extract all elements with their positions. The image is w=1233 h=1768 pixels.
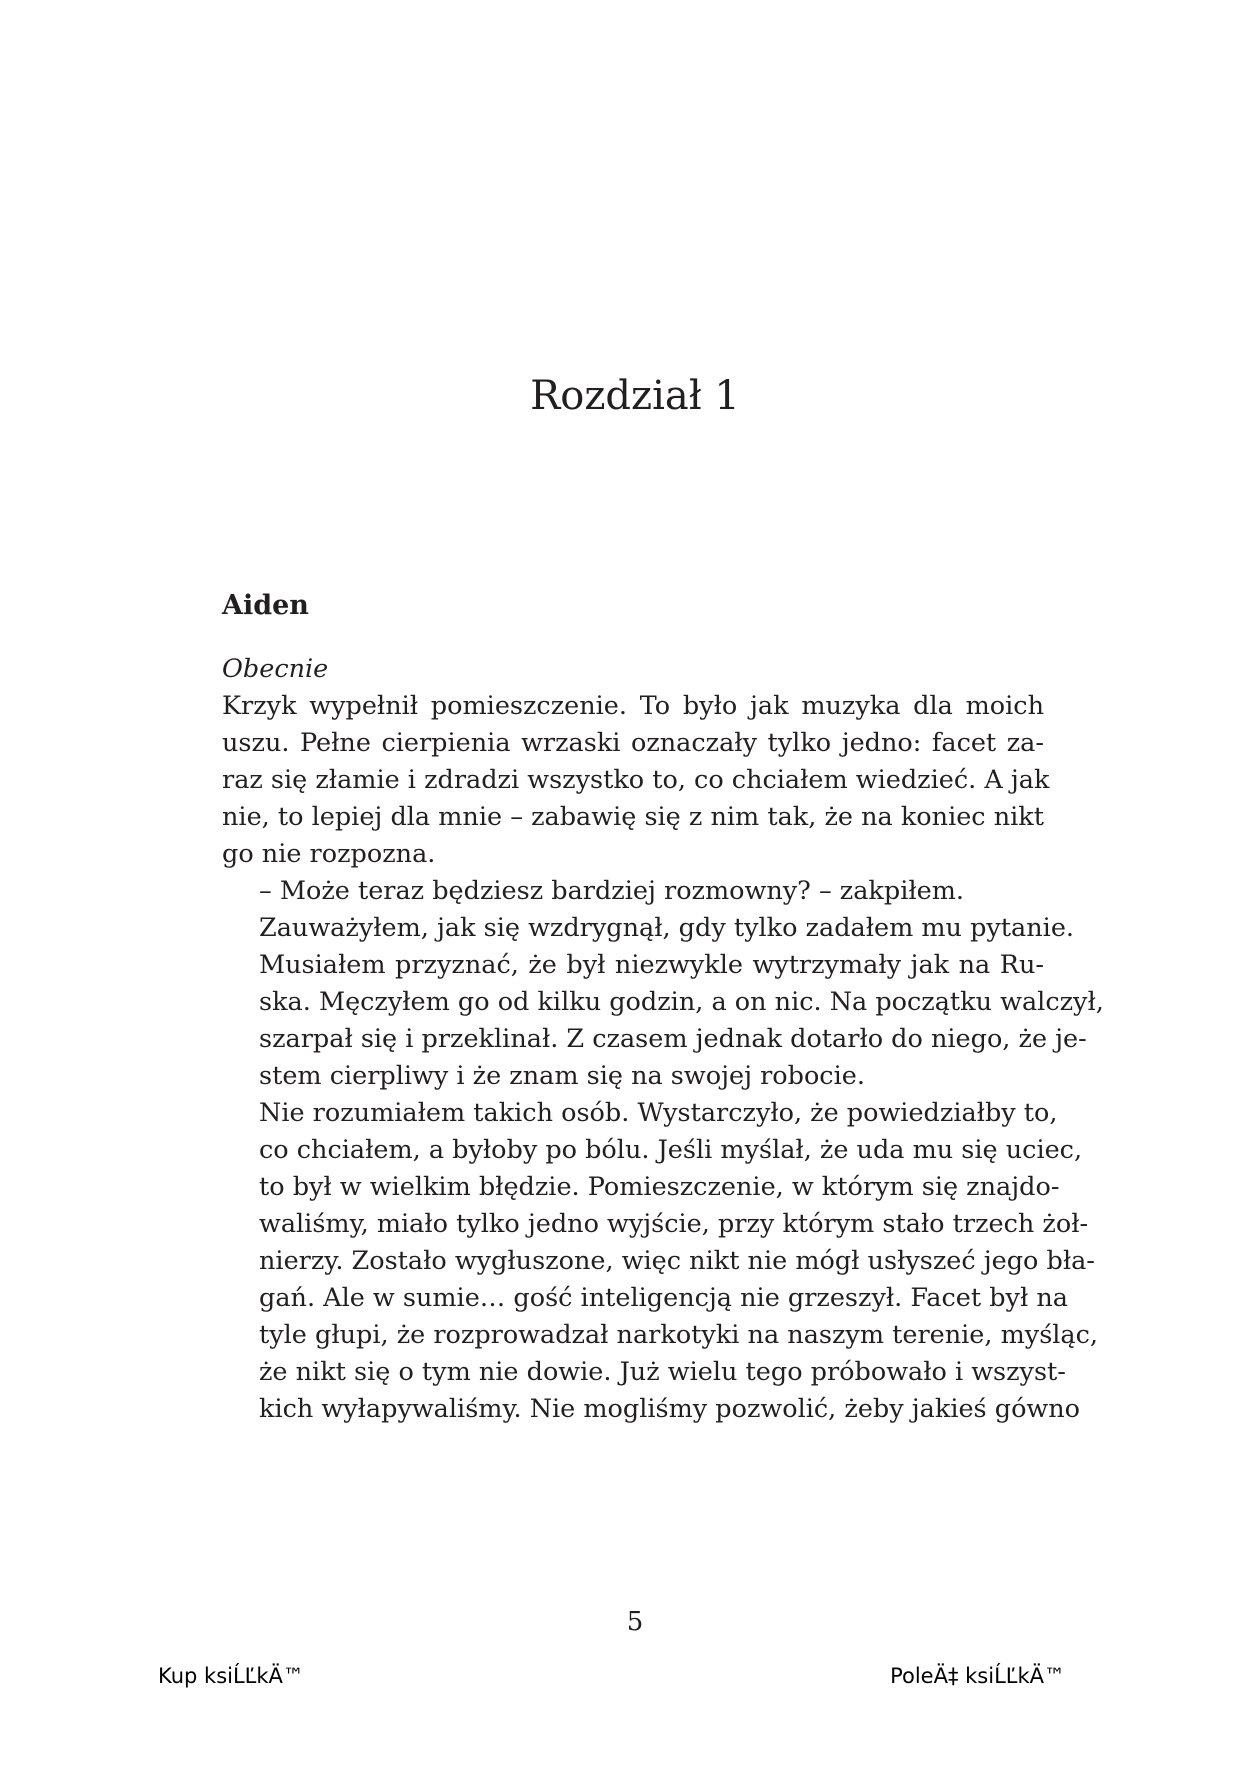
buy-book-link[interactable]: Kup ksiĹĽkÄ™ — [158, 1664, 304, 1688]
text-line: raz się złamie i zdradzi wszystko to, co chciałem wiedzieć. A jak — [222, 765, 1050, 795]
chapter-body — [222, 588, 1104, 1428]
text-line: to był w wielkim błędzie. Pomieszczenie, w którym się znajdo- — [259, 1172, 1060, 1202]
paragraph — [222, 873, 1044, 910]
paragraph — [222, 947, 1104, 1095]
recommend-book-link[interactable]: PoleÄ‡ ksiĹĽkÄ™ — [890, 1664, 1065, 1688]
text-line: Musiałem przyznać, że był niezwykle wytrzymały jak na Ru- — [259, 950, 1044, 980]
text-line: ska. Męczyłem go od kilku godzin, a on nic. Na początku walczył, — [259, 987, 1104, 1017]
text-line: szarpał się i przeklinał. Z czasem jednak dotarło do niego, że je- — [259, 1024, 1087, 1054]
paragraphs — [222, 688, 1104, 1428]
text-line: gań. Ale w sumie… gość inteligencją nie grzeszył. Facet był na — [259, 1283, 1068, 1313]
text-line: stem cierpliwy i że znam się na swojej robocie. — [259, 1061, 865, 1091]
text-line: go nie rozpozna. — [222, 839, 436, 869]
text-line: Krzyk wypełnił pomieszczenie. To było jak muzyka dla moich — [222, 691, 1044, 721]
text-line: kich wyłapywaliśmy. Nie mogliśmy pozwolić, żeby jakieś gówno — [259, 1394, 1081, 1424]
chapter-title: Rozdział 1 — [530, 373, 740, 419]
paragraph — [222, 688, 1050, 873]
text-line: Zauważyłem, jak się wzdrygnął, gdy tylko zadałem mu pytanie. — [259, 913, 1075, 943]
paragraph — [222, 910, 1075, 947]
pov-character-name: Aiden — [222, 590, 309, 621]
text-line: co chciałem, a byłoby po bólu. Jeśli myślał, że uda mu się uciec, — [259, 1135, 1083, 1165]
text-line: – Może teraz będziesz bardziej rozmowny? – zakpiłem. — [259, 876, 965, 906]
text-line: uszu. Pełne cierpienia wrzaski oznaczały tylko jedno: facet za- — [222, 728, 1044, 758]
page-number: 5 — [626, 1607, 644, 1637]
paragraph — [222, 1095, 1099, 1428]
text-line: nie, to lepiej dla mnie – zabawię się z nim tak, że na koniec nikt — [222, 802, 1044, 832]
text-line: że nikt się o tym nie dowie. Już wielu tego próbowało i wszyst- — [259, 1357, 1066, 1387]
text-line: tyle głupi, że rozprowadzał narkotyki na naszym terenie, myśląc, — [259, 1320, 1099, 1350]
text-line: waliśmy, miało tylko jedno wyjście, przy którym stało trzech żoł- — [259, 1209, 1089, 1239]
text-line: Nie rozumiałem takich osób. Wystarczyło, że powiedziałby to, — [259, 1098, 1058, 1128]
time-marker: Obecnie — [222, 654, 329, 684]
text-line: nierzy. Zostało wygłuszone, więc nikt nie mógł usłyszeć jego bła- — [259, 1246, 1095, 1276]
